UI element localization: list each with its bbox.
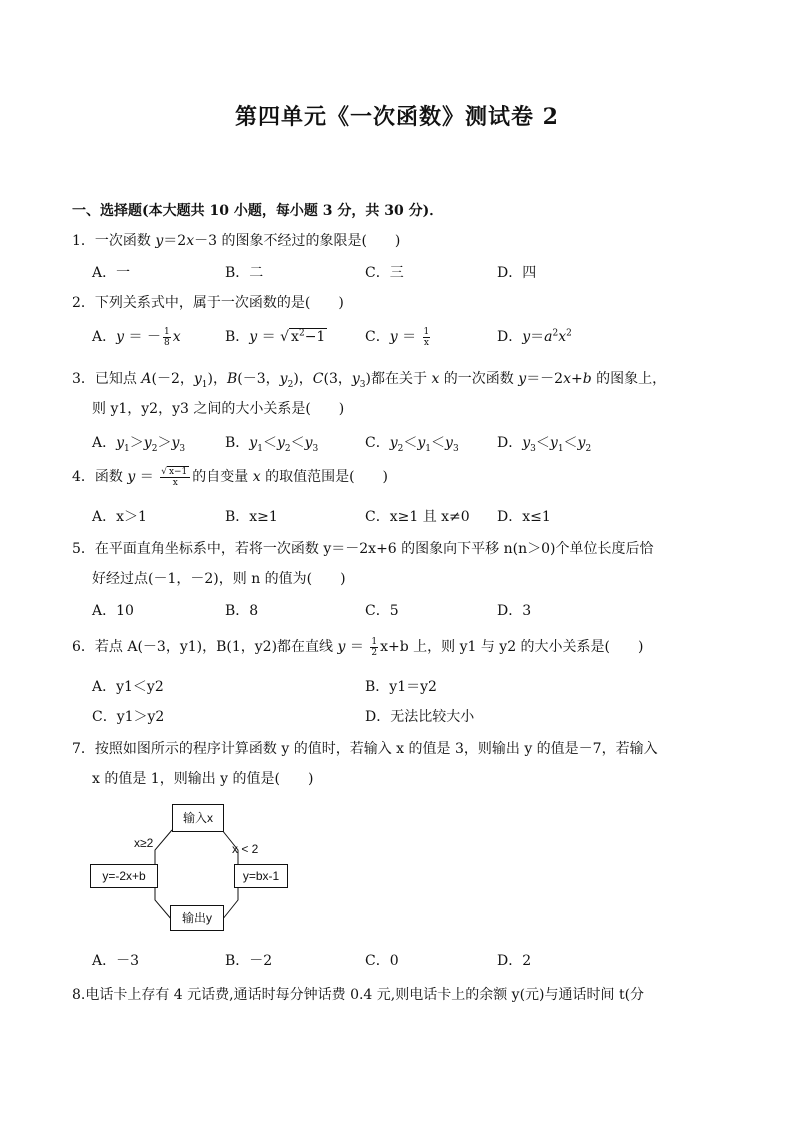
q1-option-d[interactable]: D．四 [497,265,537,281]
q5-option-b[interactable]: B．8 [225,603,259,619]
flow-input-box: 输入x [172,804,224,832]
q2-option-c[interactable]: C．y ＝ $\frac{1}{x}$ [365,326,430,348]
question-4: 4．函数 y ＝ $\frac{√ x-1}{x}$ 的自变量 x 的取值范围是( ) [72,466,389,488]
question-3: 3．已知点 A(－2，$y_1$)，B(－3，$y_2$)，C(3，$y_3$)都在关于 x 的一次函数 y＝－2x+b 的图象上， [72,371,667,390]
q7-option-b[interactable]: B．－2 [225,953,273,969]
q5-option-a[interactable]: A．10 [92,603,134,619]
question-1: 1．一次函数 y＝2x－3 的图象不经过的象限是( ) [72,233,401,249]
q6-option-b[interactable]: B．y1＝y2 [365,679,437,695]
q7-option-a[interactable]: A．－3 [92,953,140,969]
q2-option-b[interactable]: B．y ＝ √ $x^2-1$ [225,328,326,345]
q4-option-c[interactable]: C．x≥1 且 x≠0 [365,509,470,525]
q3-option-c[interactable]: C．$y_2<y_1<y_3$ [365,435,459,454]
q7-option-c[interactable]: C．0 [365,953,399,969]
question-8: 8.电话卡上存有 4 元话费,通话时每分钟话费 0.4 元,则电话卡上的余额 y(元)与通话时间 t(分 [72,987,645,1003]
question-3-cont: 则 y1，y2，y3 之间的大小关系是( ) [92,401,345,417]
q5-option-c[interactable]: C．5 [365,603,399,619]
flow-right-box: y=bx-1 [234,864,288,888]
q5-option-d[interactable]: D．3 [497,603,532,619]
q1-option-c[interactable]: C．三 [365,265,404,281]
q2-option-d[interactable]: D．$y=a^2x^2$ [497,328,572,345]
flow-cond-left: x≥2 [134,836,154,850]
q3-option-a[interactable]: A．$y_1>y_2>y_3$ [92,435,186,454]
q3-option-d[interactable]: D．$y_3<y_1<y_2$ [497,435,592,454]
question-2: 2．下列关系式中，属于一次函数的是( ) [72,295,344,311]
q3-option-b[interactable]: B．$y_1<y_2<y_3$ [225,435,319,454]
question-6: 6．若点 A(－3，y1)，B(1，y2)都在直线 y ＝ $\frac{1}{2}$ x+b 上，则 y1 与 y2 的大小关系是( ) [72,636,644,658]
question-7-cont: x 的值是 1，则输出 y 的值是( ) [92,771,314,787]
q1-option-a[interactable]: A．一 [92,265,131,281]
q4-option-a[interactable]: A．x＞1 [92,509,147,525]
q4-option-b[interactable]: B．x≥1 [225,509,278,525]
question-5-cont: 好经过点(－1，－2)，则 n 的值为( ) [92,571,346,587]
flow-cond-right: x < 2 [232,842,259,856]
question-5: 5．在平面直角坐标系中，若将一次函数 y＝－2x+6 的图象向下平移 n(n＞0)个单位长度后恰 [72,541,654,557]
section-heading: 一、选择题(本大题共 10 小题，每小题 3 分，共 30 分)． [72,203,444,219]
q2-option-a[interactable]: A．y ＝ － $\frac{1}{8}$ x [92,326,181,348]
q4-option-d[interactable]: D．x≤1 [497,509,551,525]
flow-output-box: 输出y [170,905,224,931]
q6-option-c[interactable]: C．y1＞y2 [92,709,165,725]
q7-option-d[interactable]: D．2 [497,953,532,969]
q6-option-d[interactable]: D．无法比较大小 [365,709,475,725]
flow-left-box: y=-2x+b [90,864,158,888]
q1-option-b[interactable]: B．二 [225,265,264,281]
question-7: 7．按照如图所示的程序计算函数 y 的值时，若输入 x 的值是 3，则输出 y 的值是－7，若输入 [72,741,658,757]
q6-option-a[interactable]: A．y1＜y2 [92,679,164,695]
page-title: 第四单元《一次函数》测试卷 2 [235,104,559,130]
